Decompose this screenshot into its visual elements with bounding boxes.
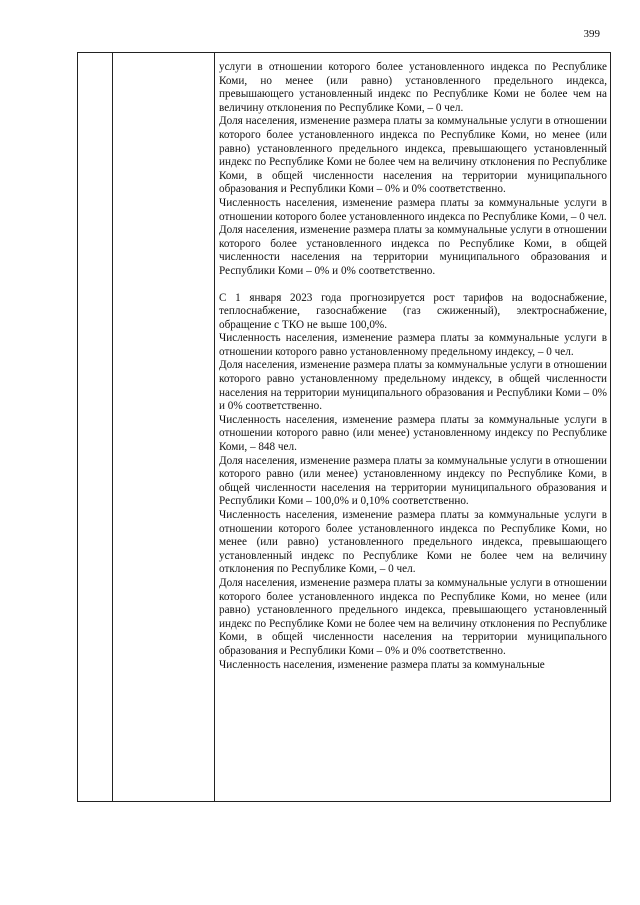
paragraph: С 1 января 2023 года прогнозируется рост тарифов на водоснабжение, теплоснабжение, газоснабжение (газ сжиженный), электроснабжение, обращение с ТКО не выше 100,0%. (219, 291, 607, 331)
paragraph: Численность населения, изменение размера платы за коммунальные услуги в отношении которого более установленного индекса по Республике Коми, – 0 чел. (219, 196, 607, 223)
paragraph: Доля населения, изменение размера платы за коммунальные услуги в отношении которого более установленного индекса по Республике Коми, но менее (или равно) установленного предельного индекса, превышающего установленный индекс по Республике Коми не более чем на величину отклонения по Республике Коми, в общей численности населения на территории муниципального образования и Республики Коми – 0% и 0% соответственно. (219, 115, 607, 196)
paragraph: Доля населения, изменение размера платы за коммунальные услуги в отношении которого более установленного индекса по Республике Коми, в общей численности населения на территории муниципального образования и Республики Коми – 0% и 0% соответственно. (219, 224, 607, 277)
document-table (77, 52, 611, 802)
page-number: 399 (583, 28, 600, 40)
paragraph: Доля населения, изменение размера платы за коммунальные услуги в отношении которого равно установленному предельному индексу, в общей численности населения на территории муниципального образования и Республики Коми – 0% и 0% соответственно. (219, 359, 607, 413)
paragraph: Доля населения, изменение размера платы за коммунальные услуги в отношении которого равно (или менее) установленному индексу по Республике Коми, в общей численности населения на территории муниципального образования и Республики Коми – 100,0% и 0,10% соответственно. (219, 454, 607, 508)
paragraph: Численность населения, изменение размера платы за коммунальные услуги в отношении которого равно установленному предельному индексу, – 0 чел. (219, 332, 607, 358)
column-divider-1 (112, 53, 113, 801)
text-column (219, 61, 607, 672)
paragraph: Численность населения, изменение размера платы за коммунальные услуги в отношении которого равно (или менее) установленному индексу по Республике Коми, – 848 чел. (219, 413, 607, 454)
paragraph: Численность населения, изменение размера платы за коммунальные услуги в отношении которого более установленного индекса по Республике Коми, но менее (или равно) установленного предельного индекса, превышающего установленный индекс по Республике Коми не более чем на величину отклонения по Республике Коми, – 0 чел. (219, 509, 607, 576)
column-divider-2 (214, 53, 215, 801)
paragraph: услуги в отношении которого более установленного индекса по Республике Коми, но менее (или равно) установленного предельного индекса, превышающего установленный индекс по Республике Коми не более чем на величину отклонения по Республике Коми, – 0 чел. (219, 61, 607, 114)
paragraph: Доля населения, изменение размера платы за коммунальные услуги в отношении которого более установленного индекса по Республике Коми, но менее (или равно) установленного предельного индекса, превышающего установленный индекс по Республике Коми не более чем на величину отклонения по Республике Коми, в общей численности населения на территории муниципального образования и Республики Коми – 0% и 0% соответственно. (219, 576, 607, 657)
paragraph: Численность населения, изменение размера платы за коммунальные (219, 658, 545, 671)
